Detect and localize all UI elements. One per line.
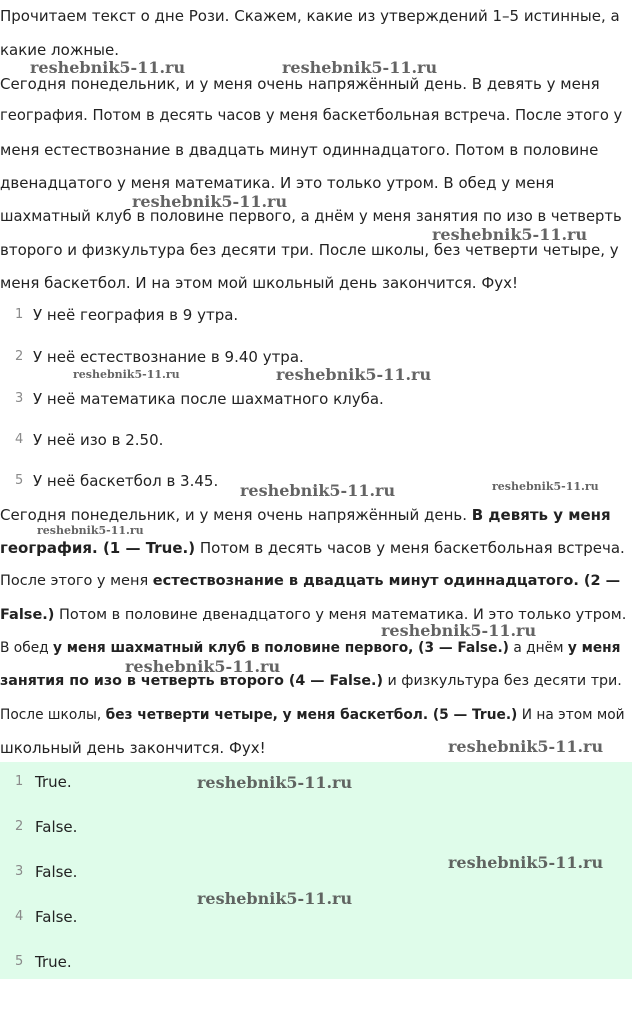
- explanation-line-7: После школы, без четверти четыре, у меня баскетбол. (5 — True.) И на этом мой: [0, 707, 625, 723]
- text-line-1: Сегодня понедельник, и у меня очень напряжённый день. В девять у меня: [0, 75, 600, 93]
- watermark: reshebnik5-11.ru: [132, 192, 288, 211]
- watermark: reshebnik5-11.ru: [448, 737, 604, 756]
- explanation-line-1: Сегодня понедельник, и у меня очень напряжённый день. В девять у меня: [0, 506, 611, 524]
- explanation-line-4: False.) Потом в половине двенадцатого у меня математика. И это только утром.: [0, 607, 627, 623]
- explanation-line-5: В обед у меня шахматный клуб в половине первого, (3 — False.) а днём у меня: [0, 640, 621, 656]
- item-number: 1: [15, 307, 24, 322]
- item-text: У неё география в 9 утра.: [33, 306, 239, 324]
- explanation-line-8: школьный день закончится. Фух!: [0, 739, 266, 757]
- explanation-line-6: занятия по изо в четверть второго (4 — False.) и физкультура без десяти три.: [0, 673, 622, 689]
- item-number: 4: [15, 909, 24, 924]
- item-number: 4: [15, 432, 24, 447]
- watermark: reshebnik5-11.ru: [381, 621, 537, 640]
- text-line-2: география. Потом в десять часов у меня баскетбольная встреча. После этого у: [0, 107, 623, 124]
- item-text: У неё естествознание в 9.40 утра.: [33, 348, 304, 366]
- answer-text: False.: [35, 908, 78, 926]
- text-line-3: меня естествознание в двадцать минут одиннадцатого. Потом в половине: [0, 141, 599, 159]
- watermark: reshebnik5-11.ru: [197, 889, 353, 908]
- text-line-7: меня баскетбол. И на этом мой школьный день закончится. Фух!: [0, 274, 519, 292]
- intro-line-2: какие ложные.: [0, 41, 119, 59]
- item-number: 3: [15, 864, 24, 879]
- item-number: 2: [15, 819, 24, 834]
- text-line-4: двенадцатого у меня математика. И это только утром. В обед у меня: [0, 174, 555, 192]
- item-text: У неё математика после шахматного клуба.: [33, 390, 384, 408]
- answer-text: False.: [35, 863, 78, 881]
- watermark: reshebnik5-11.ru: [30, 58, 186, 77]
- watermark: reshebnik5-11.ru: [448, 853, 604, 872]
- item-number: 5: [15, 473, 24, 488]
- watermark: reshebnik5-11.ru: [282, 58, 438, 77]
- item-number: 5: [15, 954, 24, 969]
- item-text: У неё изо в 2.50.: [33, 431, 164, 449]
- item-text: У неё баскетбол в 3.45.: [33, 472, 219, 490]
- watermark: reshebnik5-11.ru: [432, 225, 588, 244]
- watermark: reshebnik5-11.ru: [37, 524, 144, 537]
- text-line-6: второго и физкультура без десяти три. После школы, без четверти четыре, у: [0, 241, 619, 259]
- item-number: 2: [15, 349, 24, 364]
- answer-text: True.: [35, 953, 72, 971]
- explanation-line-3: После этого у меня естествознание в двадцать минут одиннадцатого. (2 —: [0, 573, 621, 589]
- watermark: reshebnik5-11.ru: [125, 657, 281, 676]
- watermark: reshebnik5-11.ru: [492, 480, 599, 493]
- watermark: reshebnik5-11.ru: [73, 368, 180, 381]
- explanation-line-2: география. (1 — True.) Потом в десять часов у меня баскетбольная встреча.: [0, 539, 625, 557]
- intro-line-1: Прочитаем текст о дне Рози. Скажем, какие из утверждений 1–5 истинные, а: [0, 7, 620, 25]
- watermark: reshebnik5-11.ru: [197, 773, 353, 792]
- answer-text: True.: [35, 773, 72, 791]
- text-line-5: шахматный клуб в половине первого, а днём у меня занятия по изо в четверть: [0, 208, 622, 225]
- item-number: 1: [15, 774, 24, 789]
- watermark: reshebnik5-11.ru: [240, 481, 396, 500]
- watermark: reshebnik5-11.ru: [276, 365, 432, 384]
- answer-text: False.: [35, 818, 78, 836]
- item-number: 3: [15, 391, 24, 406]
